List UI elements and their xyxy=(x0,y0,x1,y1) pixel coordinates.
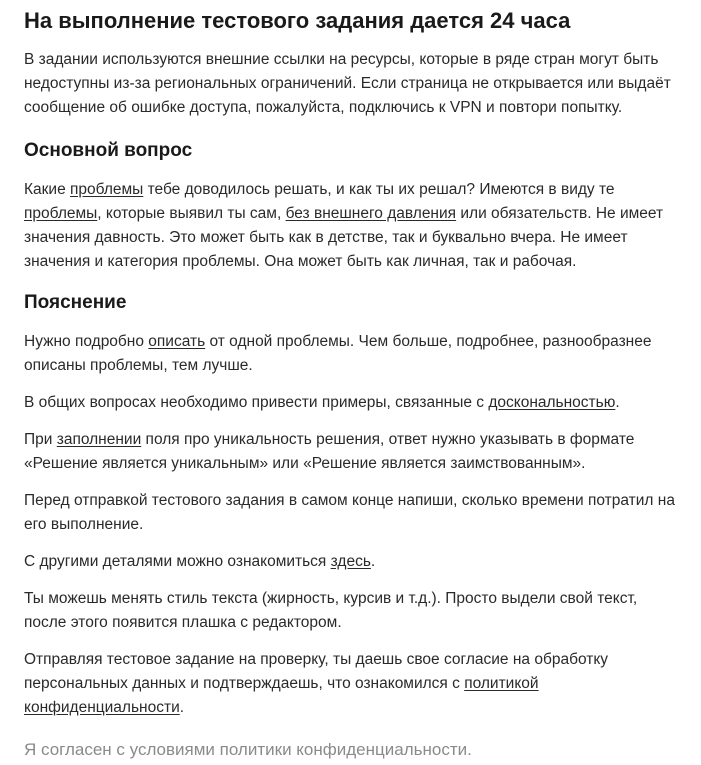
explanation-paragraph-uniqueness xyxy=(24,428,675,476)
link-filling[interactable]: заполнении xyxy=(56,431,142,448)
text-span: или обязательств. Не имеет значения давность. Это может быть как в детстве, так и буквально вчера. Не имеет значения и категория проблемы. Она может быть как личная, так и рабочая. xyxy=(24,205,664,270)
vpn-notice: В задании используются внешние ссылки на ресурсы, которые в ряде стран могут быть недоступны из-за региональных ограничений. Если страница не открывается или выдаёт сообщение об ошибке доступа, пожалуйста, подключись к VPN и повтори попытку. xyxy=(24,51,671,116)
explanation-paragraph-describe xyxy=(24,330,675,378)
link-thoroughness[interactable]: доскональностью xyxy=(488,394,616,411)
text-span: от одной проблемы. Чем больше, подробнее, разнообразнее описаны проблемы, тем лучше. xyxy=(24,333,652,374)
explanation-heading: Пояснение xyxy=(24,292,127,313)
link-describe[interactable]: описать xyxy=(148,333,206,350)
consent-input[interactable]: Я согласен с условиями политики конфиденциальности. xyxy=(24,740,472,759)
text-span: тебе доводилось решать, и как ты их решал? Имеются в виду те xyxy=(143,181,615,198)
link-problems[interactable]: проблемы xyxy=(70,181,144,198)
link-without-external-pressure[interactable]: без внешнего давления xyxy=(285,205,457,222)
text-span: . xyxy=(370,553,376,570)
text-span: При xyxy=(24,431,57,448)
page-title: На выполнение тестового задания дается 24 часа xyxy=(24,8,571,33)
link-here[interactable]: здесь xyxy=(330,553,371,570)
text-span: . xyxy=(179,699,185,716)
explanation-paragraph-consent xyxy=(24,648,675,720)
text-span: С другими деталями можно ознакомиться xyxy=(24,553,331,570)
main-question-heading: Основной вопрос xyxy=(24,140,193,161)
text-span: , которые выявил ты сам, xyxy=(97,205,286,222)
text-span: поля про уникальность решения, ответ нужно указывать в формате «Решение является уникальным» или «Решение является заимствованным». xyxy=(24,431,635,472)
text-span: . xyxy=(615,394,620,411)
text-span: Нужно подробно xyxy=(24,333,149,350)
explanation-paragraph-thoroughness xyxy=(24,391,675,415)
link-problems-2[interactable]: проблемы xyxy=(24,205,98,222)
explanation-paragraph-details xyxy=(24,550,675,574)
text-span: Отправляя тестовое задание на проверку, ты даешь свое согласие на обработку персональных данных и подтверждаешь, что ознакомился с xyxy=(24,651,609,692)
text-span: В общих вопросах необходимо привести примеры, связанные с xyxy=(24,394,489,411)
link-privacy-policy[interactable]: политикой конфиденциальности xyxy=(24,675,539,716)
explanation-paragraph-style: Ты можешь менять стиль текста (жирность, курсив и т.д.). Просто выдели свой текст, после этого появится плашка с редактором. xyxy=(24,590,638,631)
explanation-paragraph-time: Перед отправкой тестового задания в самом конце напиши, сколько времени потратил на его выполнение. xyxy=(24,492,675,533)
main-question-text xyxy=(24,178,675,274)
text-span: Какие xyxy=(24,181,71,198)
